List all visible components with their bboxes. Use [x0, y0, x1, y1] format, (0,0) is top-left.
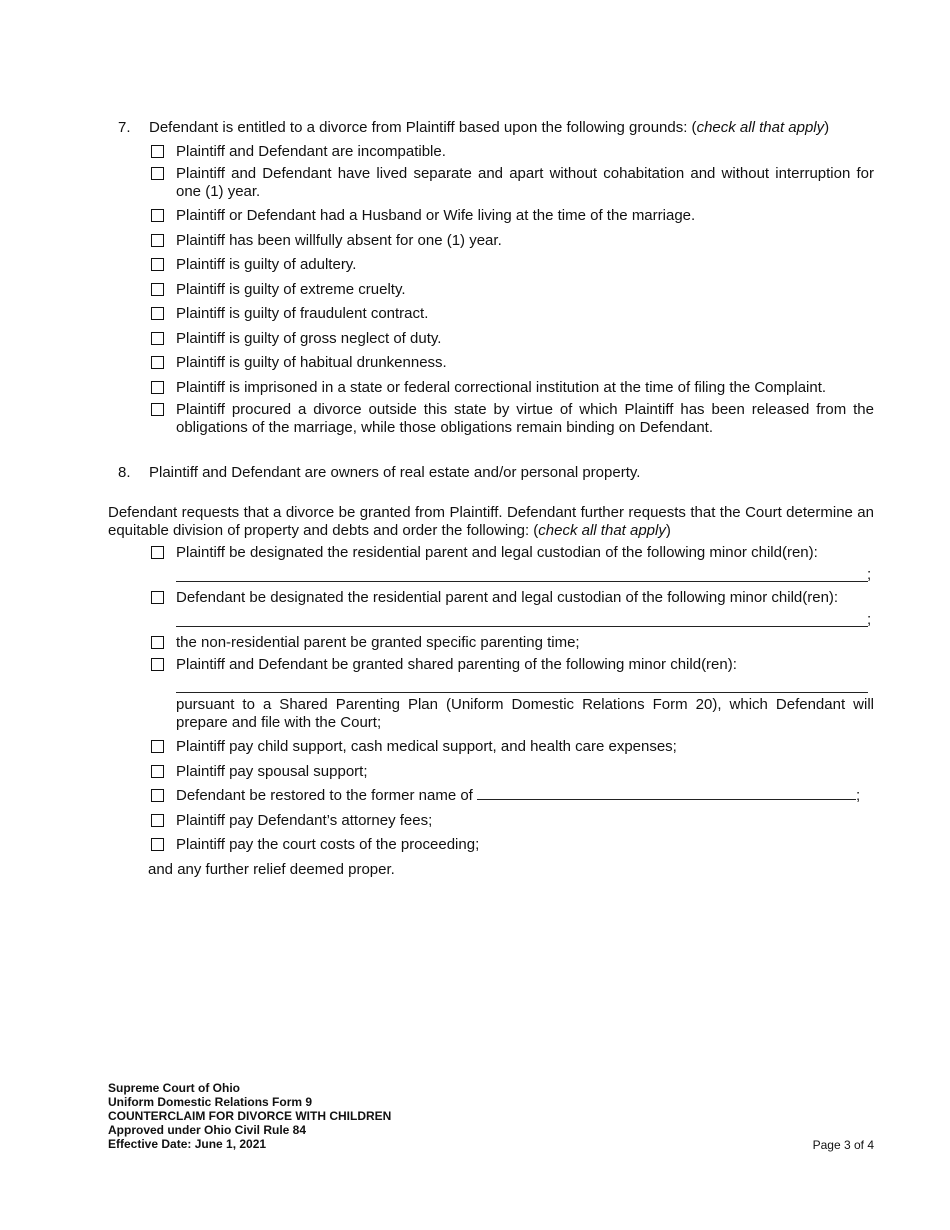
checkbox-divorce-outside-state[interactable] — [151, 403, 164, 416]
section-8-text: Plaintiff and Defendant are owners of real estate and/or personal property. — [149, 464, 641, 481]
semicolon: ; — [867, 611, 872, 628]
footer-approval: Approved under Ohio Civil Rule 84 — [108, 1123, 307, 1137]
footer-form-title: COUNTERCLAIM FOR DIVORCE WITH CHILDREN — [108, 1109, 392, 1123]
checkbox-imprisoned[interactable] — [151, 381, 164, 394]
checkbox-separate-one-year[interactable] — [151, 167, 164, 180]
ground-separate-one-year: Plaintiff and Defendant have lived separate and apart without cohabitation and without interruption for one (1) year. — [176, 165, 874, 200]
section-8-number: 8. — [118, 464, 131, 481]
ground-habitual-drunkenness: Plaintiff is guilty of habitual drunkenness. — [176, 354, 447, 371]
checkbox-court-costs[interactable] — [151, 838, 164, 851]
footer-court: Supreme Court of Ohio — [108, 1081, 240, 1095]
checkbox-gross-neglect[interactable] — [151, 332, 164, 345]
request-former-name: Defendant be restored to the former name of ; — [176, 787, 861, 804]
shared-parenting-plan-text: pursuant to a Shared Parenting Plan (Uniform Domestic Relations Form 20), which Defendant will prepare and file with the Court; — [176, 696, 874, 731]
shared-parenting-children-blank[interactable] — [176, 692, 868, 693]
checkbox-nonresidential-parenting[interactable] — [151, 636, 164, 649]
request-nonresidential-parenting: the non-residential parent be granted specific parenting time; — [176, 634, 580, 651]
section-7-number: 7. — [118, 119, 131, 136]
requests-intro: Defendant requests that a divorce be granted from Plaintiff. Defendant further requests that the Court determine an equitable division of property and debts and order the following: (check all that apply) — [108, 504, 874, 539]
request-spousal-support: Plaintiff pay spousal support; — [176, 763, 368, 780]
page-number: Page 3 of 4 — [812, 1138, 874, 1152]
checkbox-spousal-support[interactable] — [151, 765, 164, 778]
checkbox-plaintiff-residential[interactable] — [151, 546, 164, 559]
defendant-children-blank[interactable] — [176, 626, 868, 627]
ground-adultery: Plaintiff is guilty of adultery. — [176, 256, 357, 273]
further-relief: and any further relief deemed proper. — [148, 861, 395, 878]
ground-extreme-cruelty: Plaintiff is guilty of extreme cruelty. — [176, 281, 406, 298]
checkbox-former-name[interactable] — [151, 789, 164, 802]
checkbox-habitual-drunkenness[interactable] — [151, 356, 164, 369]
request-plaintiff-residential: Plaintiff be designated the residential parent and legal custodian of the following minor child(ren): — [176, 544, 818, 561]
footer-form-name: Uniform Domestic Relations Form 9 — [108, 1095, 313, 1109]
ground-gross-neglect: Plaintiff is guilty of gross neglect of duty. — [176, 330, 442, 347]
semicolon: ; — [867, 566, 872, 583]
ground-spouse-living: Plaintiff or Defendant had a Husband or Wife living at the time of the marriage. — [176, 207, 696, 224]
request-shared-parenting: Plaintiff and Defendant be granted shared parenting of the following minor child(ren): — [176, 656, 737, 673]
checkbox-shared-parenting[interactable] — [151, 658, 164, 671]
request-attorney-fees: Plaintiff pay Defendant’s attorney fees; — [176, 812, 433, 829]
footer-effective-date: Effective Date: June 1, 2021 — [108, 1137, 267, 1151]
checkbox-fraudulent-contract[interactable] — [151, 307, 164, 320]
ground-imprisoned: Plaintiff is imprisoned in a state or federal correctional institution at the time of filing the Complaint. — [176, 379, 827, 396]
plaintiff-children-blank[interactable] — [176, 581, 868, 582]
checkbox-extreme-cruelty[interactable] — [151, 283, 164, 296]
checkbox-spouse-living[interactable] — [151, 209, 164, 222]
ground-willfully-absent: Plaintiff has been willfully absent for one (1) year. — [176, 232, 502, 249]
checkbox-child-support[interactable] — [151, 740, 164, 753]
request-court-costs: Plaintiff pay the court costs of the proceeding; — [176, 836, 480, 853]
former-name-blank[interactable] — [477, 787, 856, 800]
checkbox-willfully-absent[interactable] — [151, 234, 164, 247]
section-7-intro: Defendant is entitled to a divorce from Plaintiff based upon the following grounds: (check all that apply) — [149, 119, 830, 136]
ground-fraudulent-contract: Plaintiff is guilty of fraudulent contract. — [176, 305, 429, 322]
request-child-support: Plaintiff pay child support, cash medical support, and health care expenses; — [176, 738, 677, 755]
request-defendant-residential: Defendant be designated the residential parent and legal custodian of the following minor child(ren): — [176, 589, 839, 606]
checkbox-adultery[interactable] — [151, 258, 164, 271]
ground-incompatible: Plaintiff and Defendant are incompatible. — [176, 143, 446, 160]
checkbox-attorney-fees[interactable] — [151, 814, 164, 827]
checkbox-defendant-residential[interactable] — [151, 591, 164, 604]
checkbox-incompatible[interactable] — [151, 145, 164, 158]
ground-divorce-outside-state: Plaintiff procured a divorce outside this state by virtue of which Plaintiff has been released from the obligations of the marriage, while those obligations remain binding on Defendant. — [176, 401, 874, 436]
